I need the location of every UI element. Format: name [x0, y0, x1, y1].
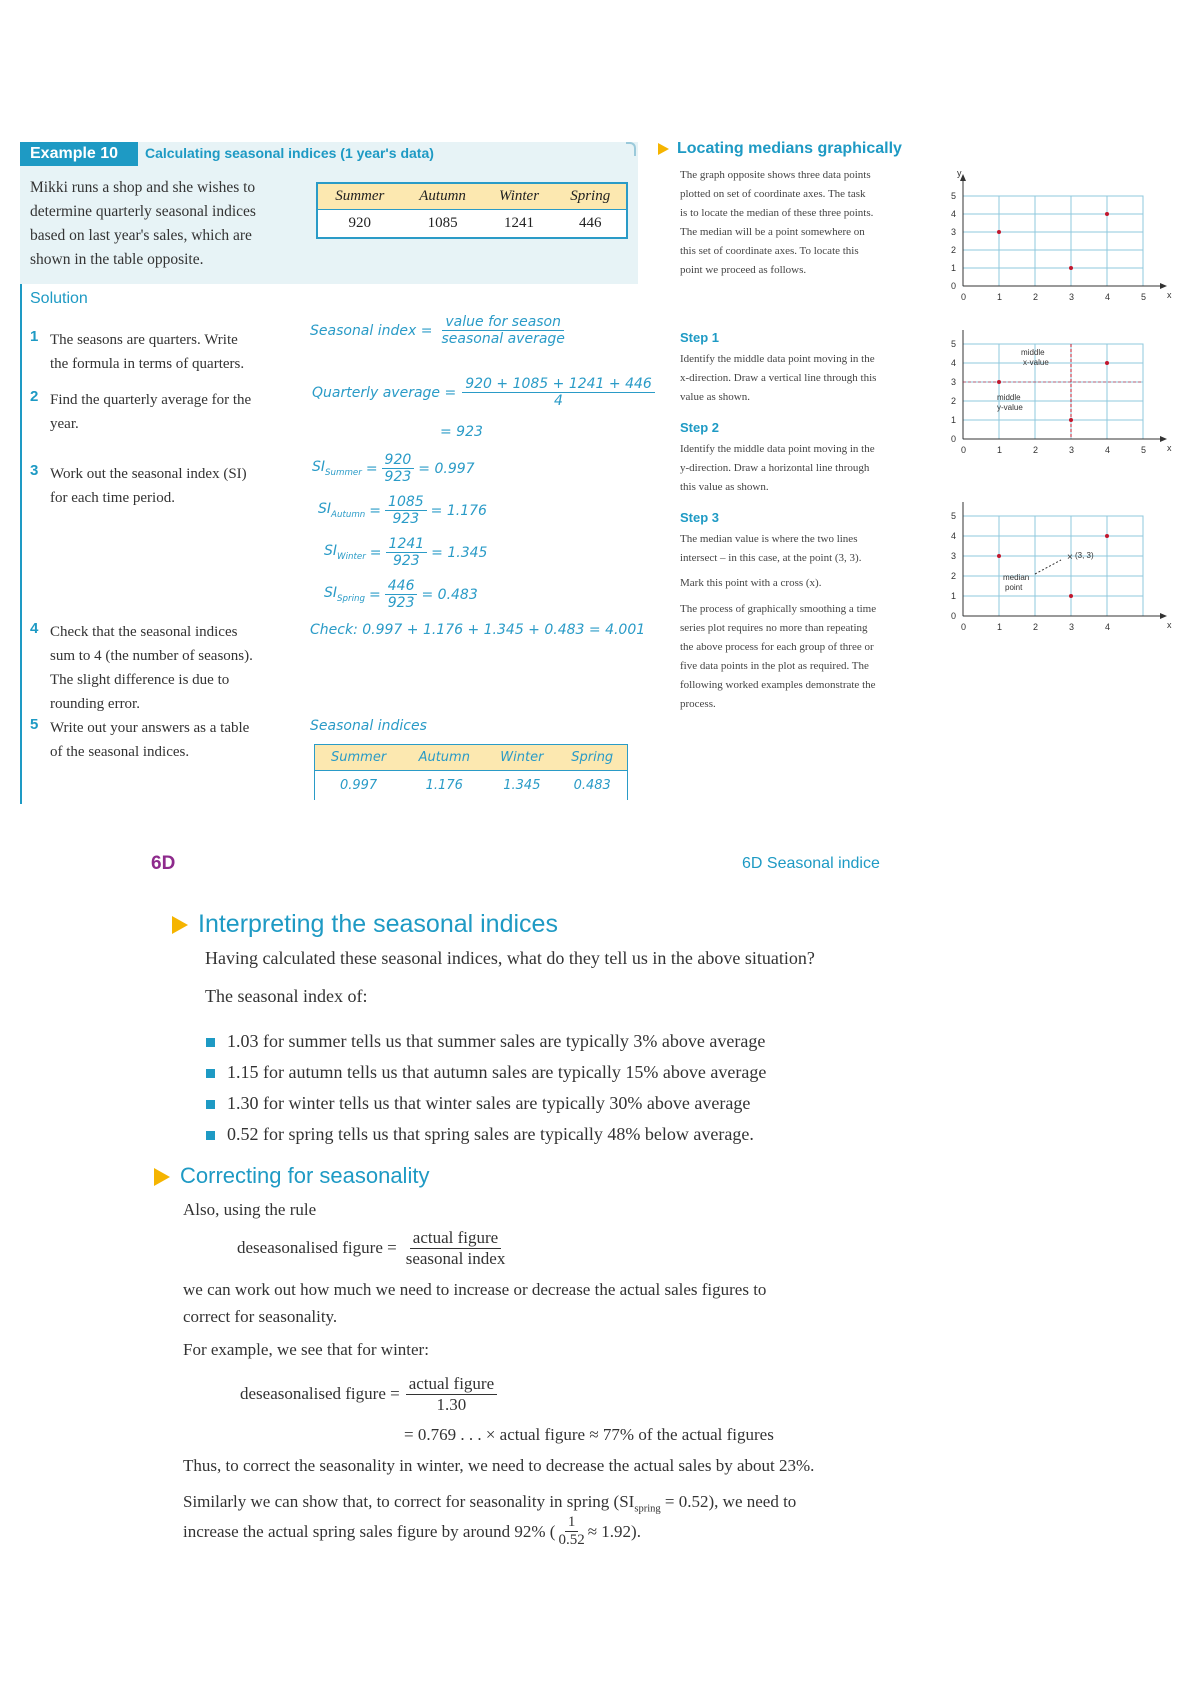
sidebar-line: plotted on set of coordinate axes. The task [680, 188, 866, 200]
y-tick: 5 [951, 191, 957, 201]
intro-line: based on last year's sales, which are [30, 227, 252, 244]
si-winter: $SI_{Winter}$ = $\frac{1241}{923}$ = 1.345 [324, 536, 488, 570]
x-tick: 4 [1105, 292, 1111, 302]
median-pointer-line [1035, 560, 1061, 574]
graph-step3 [935, 496, 1175, 641]
p4-text: = 0.52), we need to [660, 1492, 797, 1511]
paragraph-line: we can work out how much we need to increase or decrease the actual sales figures to [183, 1280, 767, 1299]
sidebar-line: Identify the middle data point moving in the [680, 443, 875, 455]
intro-line: Mikki runs a shop and she wishes to [30, 179, 256, 196]
label-middle-x: middle [1021, 348, 1045, 357]
y-tick: 1 [951, 263, 957, 273]
step-number: 2 [30, 388, 39, 405]
si-table-header: Winter [486, 745, 557, 771]
step-line: Write out your answers as a table [50, 720, 250, 736]
p5-denominator: 0.52 [558, 1532, 585, 1549]
y-tick: 0 [951, 611, 957, 621]
si-sub: Summer [325, 467, 362, 478]
y-tick: 3 [951, 551, 957, 561]
si-denominator: 923 [384, 469, 412, 486]
y-tick: 4 [951, 531, 957, 541]
x-tick: 1 [997, 445, 1003, 455]
y-tick: 5 [951, 339, 957, 349]
winter-lhs: deseasonalised figure = [240, 1384, 400, 1404]
si-sym: SI [312, 459, 326, 476]
si-table-cell: 1.176 [425, 778, 463, 793]
y-tick: 0 [951, 434, 957, 444]
bullet-item [206, 1088, 766, 1119]
sidebar-line: intersect – in this case, at the point (3, 3). [680, 552, 862, 564]
step-line: of the seasonal indices. [50, 744, 190, 760]
x-tick: 1 [997, 292, 1003, 302]
sidebar-step2 [680, 440, 875, 497]
sidebar-line: The process of graphically smoothing a time [680, 603, 877, 615]
x-tick: 1 [997, 622, 1003, 632]
si-table-cell: 0.997 [339, 778, 378, 793]
interpret-lead: The seasonal index of: [205, 986, 368, 1006]
triangle-bullet-icon [154, 1168, 170, 1186]
x-tick: 0 [961, 445, 967, 455]
data-point [1105, 361, 1109, 365]
sidebar-line: this value as shown. [680, 481, 769, 493]
step-number: 3 [30, 462, 39, 479]
x-axis-label: x [1167, 443, 1172, 453]
sales-header: Winter [484, 183, 555, 210]
sales-header: Summer [317, 183, 402, 210]
p5-numerator: 1 [565, 1514, 579, 1532]
rule-denominator: seasonal index [405, 1248, 506, 1268]
step-line: Check that the seasonal indices [50, 624, 238, 640]
bullet-item [206, 1119, 766, 1150]
si-numerator: 920 [382, 452, 415, 469]
sales-table [316, 182, 628, 239]
data-point [1069, 594, 1073, 598]
label-median: point [1005, 583, 1023, 592]
formula-denominator: 4 [554, 393, 563, 410]
step-line: the formula in terms of quarters. [50, 356, 245, 372]
triangle-bullet-icon [172, 916, 188, 934]
sidebar-step1 [680, 350, 876, 407]
si-table-header: Spring [557, 745, 627, 771]
y-axis-label: y [957, 170, 962, 178]
si-sym: SI [318, 501, 332, 518]
sidebar-line: The median will be a point somewhere on [680, 226, 865, 238]
sidebar-step1-label: Step 1 [680, 330, 720, 345]
sidebar-step3-label: Step 3 [680, 510, 720, 525]
example-intro [30, 176, 256, 272]
step-line: for each time period. [50, 490, 175, 506]
graph-step0 [935, 170, 1175, 315]
x-arrow-icon [1160, 613, 1167, 619]
y-tick: 3 [951, 227, 957, 237]
step-1 [30, 328, 244, 376]
x-tick: 2 [1033, 445, 1039, 455]
si-sub: Spring [337, 593, 366, 604]
triangle-bullet-icon [658, 143, 669, 155]
formula-lhs: Seasonal index = [310, 322, 433, 339]
si-result: = 1.345 [431, 544, 488, 561]
si-symbol [312, 459, 362, 478]
si-summer: $SI_{Summer}$ = $\frac{920}{923}$ = 0.997 [312, 452, 475, 486]
chapter-title: 6D Seasonal indice [742, 855, 880, 872]
si-symbol [318, 501, 365, 520]
winter-denominator: 1.30 [436, 1394, 467, 1414]
y-tick: 0 [951, 281, 957, 291]
paragraph-3: Thus, to correct the seasonality in winter, we need to decrease the actual sales by about 23%. [183, 1456, 815, 1475]
formula-numerator: 920 + 1085 + 1241 + 446 [462, 376, 655, 393]
y-tick: 1 [951, 591, 957, 601]
bullet-item [206, 1057, 766, 1088]
label-middle-y: y-value [997, 403, 1023, 412]
sidebar-line: following worked examples demonstrate the [680, 679, 876, 691]
data-point [1069, 266, 1073, 270]
label-middle-y: middle [997, 393, 1021, 402]
sidebar-closing [680, 600, 876, 714]
bullet-text: 1.30 for winter tells us that winter sales are typically 30% above average [227, 1093, 751, 1113]
step-line: sum to 4 (the number of seasons). [50, 648, 253, 664]
winter-formula [240, 1374, 497, 1414]
si-autumn: $SI_{Autumn}$ = $\frac{1085}{923}$ = 1.176 [318, 494, 487, 528]
rule-intro: Also, using the rule [183, 1200, 317, 1219]
sidebar-heading-text: Locating medians graphically [677, 140, 902, 157]
x-axis-label: x [1167, 290, 1172, 300]
si-table-cell: 0.483 [573, 778, 611, 793]
p4-text: Similarly we can show that, to correct for seasonality in spring (SI [183, 1492, 635, 1511]
x-arrow-icon [1160, 436, 1167, 442]
sidebar-line: five data points in the plot as required. The [680, 660, 869, 672]
median-cross-icon: × [1067, 552, 1073, 563]
winter-result: = 0.769 . . . × actual figure ≈ 77% of the actual figures [404, 1425, 774, 1444]
paragraph-4 [183, 1492, 796, 1514]
sidebar-line: The median value is where the two lines [680, 533, 858, 545]
si-sub: Autumn [331, 509, 366, 520]
graph-step1-2 [935, 324, 1175, 464]
y-tick: 1 [951, 415, 957, 425]
si-result: = 0.997 [418, 460, 475, 477]
si-result: = 0.483 [421, 586, 478, 603]
y-tick: 5 [951, 511, 957, 521]
si-denominator: 923 [387, 595, 415, 612]
sales-cell: 920 [348, 215, 372, 231]
si-spring: $SI_{Spring}$ = $\frac{446}{923}$ = 0.483 [324, 578, 478, 612]
sidebar-intro [680, 166, 873, 280]
y-tick: 3 [951, 377, 957, 387]
si-table-header: Autumn [402, 745, 486, 771]
p5-text: increase the actual spring sales figure by around 92% ( [183, 1521, 556, 1541]
step-2 [30, 388, 251, 436]
paragraph-1 [183, 1276, 766, 1330]
si-symbol [324, 543, 366, 562]
si-table-header: Summer [315, 745, 403, 771]
si-denominator: 923 [392, 511, 420, 528]
data-point [1105, 212, 1109, 216]
data-point [1105, 534, 1109, 538]
sidebar-step2-label: Step 2 [680, 420, 720, 435]
si-numerator: 446 [385, 578, 418, 595]
winter-numerator: actual figure [406, 1374, 497, 1395]
example-corner-mark [626, 142, 636, 156]
x-tick: 0 [961, 622, 967, 632]
rule-numerator: actual figure [410, 1228, 501, 1249]
x-axis-label: x [1167, 620, 1172, 630]
paragraph-2: For example, we see that for winter: [183, 1340, 429, 1359]
y-tick: 2 [951, 396, 957, 406]
bullet-text: 0.52 for spring tells us that spring sales are typically 48% below average. [227, 1124, 754, 1144]
y-tick: 2 [951, 245, 957, 255]
label-median: median [1003, 573, 1030, 582]
si-numerator: 1241 [386, 536, 428, 553]
si-sub: Winter [337, 551, 366, 562]
quarterly-average-result: = 923 [440, 424, 483, 440]
solution-label: Solution [30, 290, 88, 307]
step-line: year. [50, 416, 79, 432]
label-point: (3, 3) [1075, 551, 1094, 560]
sidebar-line: series plot requires no more than repeating [680, 622, 868, 634]
sales-header: Autumn [402, 183, 484, 210]
x-arrow-icon [1160, 283, 1167, 289]
sales-cell: 1085 [427, 215, 458, 231]
sidebar-line: y-direction. Draw a horizontal line through [680, 462, 870, 474]
interpret-bullets [206, 1026, 766, 1150]
check-line: Check: 0.997 + 1.176 + 1.345 + 0.483 = 4.001 [310, 622, 646, 638]
formula-denominator: seasonal average [441, 331, 565, 348]
si-numerator: 1085 [385, 494, 427, 511]
bullet-text: 1.03 for summer tells us that summer sales are typically 3% above average [227, 1031, 766, 1051]
step-line: The seasons are quarters. Write [50, 332, 238, 348]
seasonal-indices-title: Seasonal indices [310, 718, 427, 734]
x-tick: 2 [1033, 292, 1039, 302]
step-number: 5 [30, 716, 39, 733]
example-tab: Example 10 [20, 142, 138, 166]
deseasonalised-rule [237, 1228, 508, 1268]
sidebar-line: x-direction. Draw a vertical line through this [680, 372, 877, 384]
seasonal-index-formula [310, 314, 568, 347]
bullet-item [206, 1026, 766, 1057]
sales-header: Spring [554, 183, 627, 210]
x-tick: 2 [1033, 622, 1039, 632]
y-tick: 2 [951, 571, 957, 581]
x-tick: 4 [1105, 622, 1111, 632]
label-middle-x: x-value [1023, 358, 1049, 367]
data-point [997, 554, 1001, 558]
formula-lhs: Quarterly average = [312, 384, 457, 401]
sidebar-line: Mark this point with a cross (x). [680, 577, 822, 589]
si-table-cell: 1.345 [503, 778, 541, 793]
square-bullet-icon [206, 1069, 215, 1078]
x-tick: 4 [1105, 445, 1111, 455]
x-tick: 0 [961, 292, 967, 302]
p4-sub: spring [634, 1503, 661, 1515]
paragraph-5 [183, 1514, 641, 1550]
si-denominator: 923 [392, 553, 420, 570]
intro-line: determine quarterly seasonal indices [30, 203, 256, 220]
quarterly-average-formula [312, 376, 655, 409]
data-point [1069, 418, 1073, 422]
sidebar-line: point we proceed as follows. [680, 264, 807, 276]
interpret-heading-text: Interpreting the seasonal indices [198, 910, 558, 938]
si-result: = 1.176 [430, 502, 487, 519]
x-tick: 5 [1141, 445, 1147, 455]
step-5 [30, 716, 249, 764]
step-3 [30, 462, 247, 510]
sidebar-line: this set of coordinate axes. To locate this [680, 245, 859, 257]
step-number: 4 [30, 620, 39, 637]
sidebar-line: The graph opposite shows three data points [680, 169, 871, 181]
x-tick: 3 [1069, 622, 1075, 632]
sidebar-step3 [680, 530, 861, 593]
rule-lhs: deseasonalised figure = [237, 1238, 397, 1258]
intro-line: shown in the table opposite. [30, 251, 204, 268]
step-number: 1 [30, 328, 39, 345]
p5-text: ≈ 1.92). [587, 1521, 641, 1541]
x-tick: 3 [1069, 292, 1075, 302]
step-line: rounding error. [50, 696, 140, 712]
sidebar-line: process. [680, 698, 716, 710]
seasonal-indices-table [314, 744, 628, 800]
y-tick: 4 [951, 209, 957, 219]
interpret-heading [172, 910, 558, 939]
sidebar-line: Identify the middle data point moving in the [680, 353, 875, 365]
example-title: Calculating seasonal indices (1 year's data) [145, 145, 434, 161]
sidebar-heading [658, 140, 902, 158]
chapter-code: 6D [151, 853, 176, 874]
correcting-heading-text: Correcting for seasonality [180, 1163, 430, 1188]
sidebar-line: value as shown. [680, 391, 750, 403]
correcting-heading [154, 1163, 429, 1189]
step-line: Find the quarterly average for the [50, 392, 252, 408]
data-point [997, 380, 1001, 384]
interpret-question: Having calculated these seasonal indices, what do they tell us in the above situation? [205, 948, 815, 968]
sales-cell: 446 [578, 215, 602, 231]
x-tick: 5 [1141, 292, 1147, 302]
x-tick: 3 [1069, 445, 1075, 455]
sidebar-line: is to locate the median of these three points. [680, 207, 874, 219]
si-symbol [324, 585, 365, 604]
formula-numerator: value for season [442, 314, 564, 331]
si-sym: SI [324, 543, 338, 560]
step-4 [30, 620, 253, 716]
step-line: Work out the seasonal index (SI) [50, 466, 247, 482]
y-tick: 4 [951, 358, 957, 368]
square-bullet-icon [206, 1038, 215, 1047]
step-line: The slight difference is due to [50, 672, 230, 688]
paragraph-line: correct for seasonality. [183, 1307, 338, 1326]
square-bullet-icon [206, 1100, 215, 1109]
bullet-text: 1.15 for autumn tells us that autumn sales are typically 15% above average [227, 1062, 767, 1082]
si-sym: SI [324, 585, 338, 602]
sidebar-line: the above process for each group of three or [680, 641, 874, 653]
sales-cell: 1241 [504, 215, 535, 231]
square-bullet-icon [206, 1131, 215, 1140]
data-point [997, 230, 1001, 234]
solution-rule [20, 284, 22, 804]
